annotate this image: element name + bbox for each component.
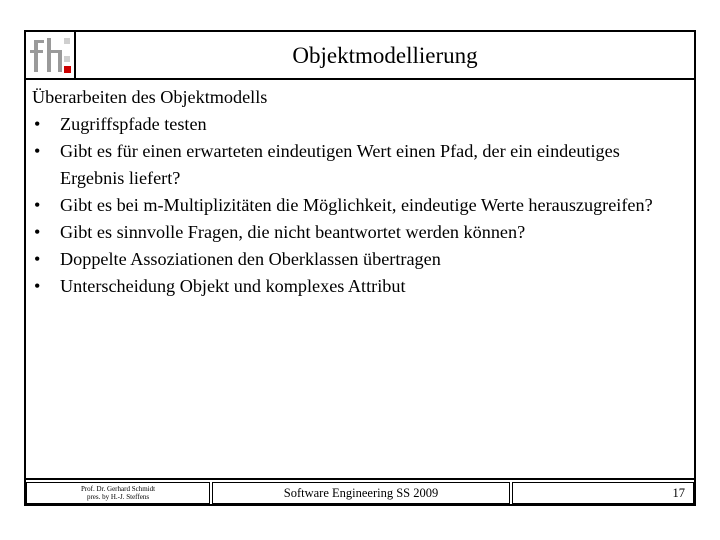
footer-course: Software Engineering SS 2009 xyxy=(212,482,510,504)
bullet-icon: • xyxy=(34,141,41,161)
slide-footer xyxy=(26,478,694,504)
bullet-text: Gibt es sinnvolle Fragen, die nicht beantwortet werden können? xyxy=(60,222,526,242)
bullet-icon: • xyxy=(34,195,41,215)
bullet-item xyxy=(32,246,684,273)
slide-header xyxy=(26,32,694,80)
bullet-list xyxy=(32,111,684,300)
bullet-item xyxy=(32,219,684,246)
bullet-text: Zugriffspfade testen xyxy=(60,114,207,134)
bullet-text: Unterscheidung Objekt und komplexes Attribut xyxy=(60,276,406,296)
bullet-icon: • xyxy=(34,276,41,296)
footer-author-line2: pres. by H.-J. Steffens xyxy=(86,493,150,501)
bullet-item xyxy=(32,273,684,300)
bullet-text: Gibt es bei m-Multiplizitäten die Möglichkeit, eindeutige Werte herauszugreifen? xyxy=(60,195,653,215)
bullet-item xyxy=(32,192,684,219)
bullet-text: Doppelte Assoziationen den Oberklassen übertragen xyxy=(60,249,441,269)
fh-logo-graphic xyxy=(26,32,74,78)
intro-line: Überarbeiten des Objektmodells xyxy=(32,87,268,107)
footer-page-number: 17 xyxy=(512,482,694,504)
bullet-text: Gibt es für einen erwarteten eindeutigen Wert einen Pfad, der ein eindeutiges Ergebnis liefert? xyxy=(60,141,620,188)
footer-author xyxy=(26,482,210,504)
slide-title: Objektmodellierung xyxy=(292,43,478,68)
footer-author-line1: Prof. Dr. Gerhard Schmidt xyxy=(80,485,156,493)
bullet-icon: • xyxy=(34,222,41,242)
fh-logo-icon xyxy=(26,32,76,78)
slide-frame xyxy=(24,30,696,506)
bullet-icon: • xyxy=(34,249,41,269)
bullet-item xyxy=(32,111,684,138)
bullet-item xyxy=(32,138,684,192)
slide-content xyxy=(32,84,684,300)
bullet-icon: • xyxy=(34,114,41,134)
